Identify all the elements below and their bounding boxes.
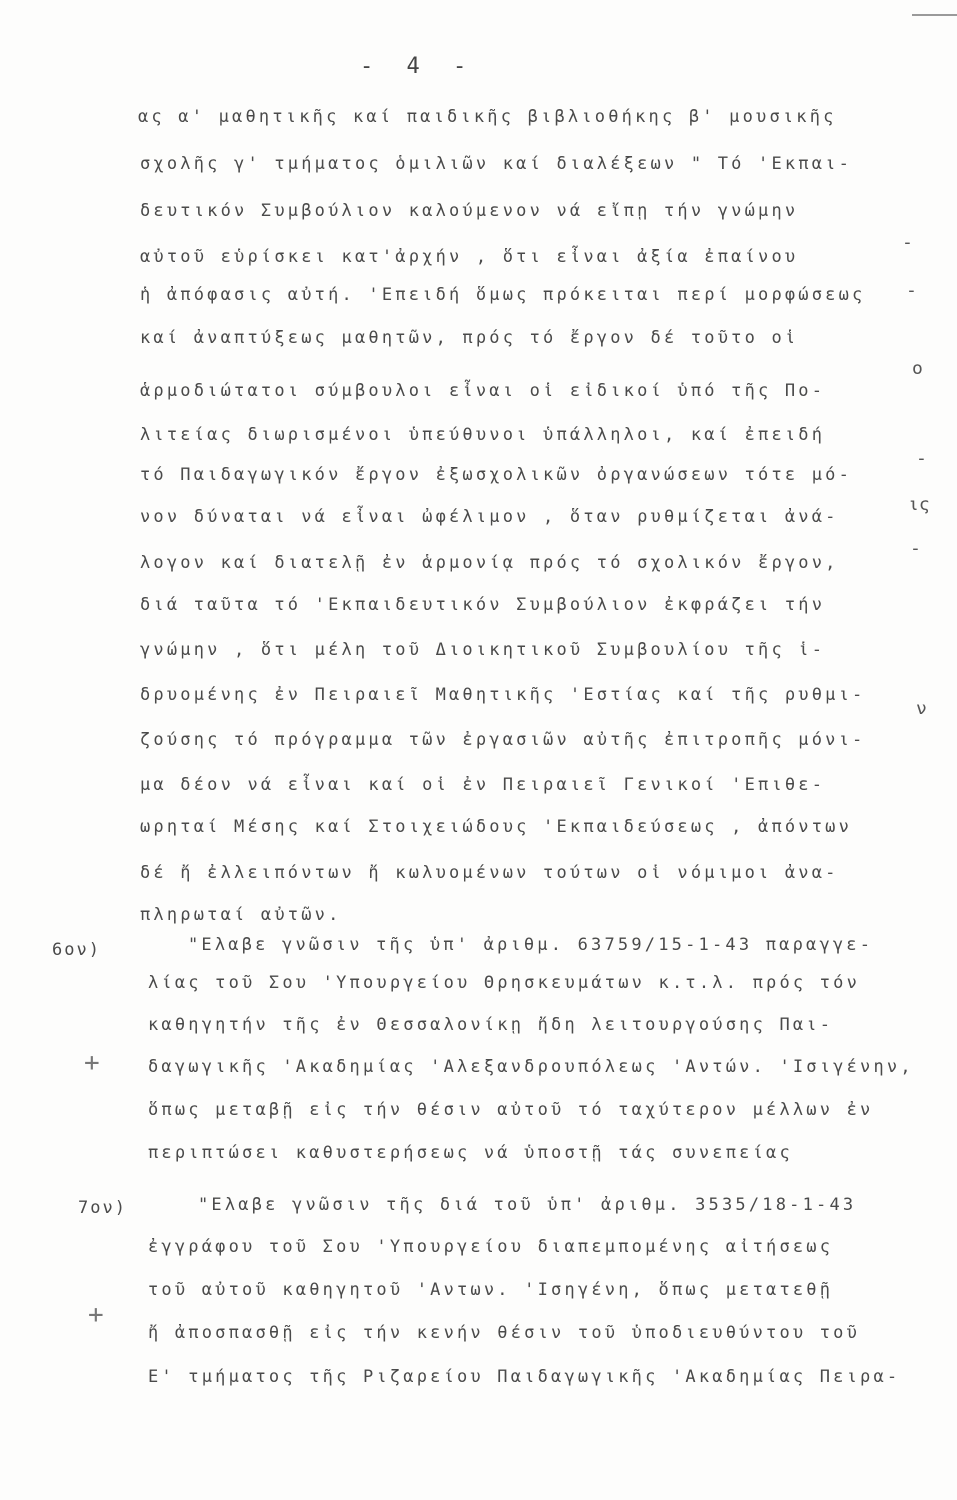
- text-line: νον δύναται νά εἶναι ὠφέλιμον , ὅταν ρυθμίζεται ἀνά-: [140, 507, 839, 527]
- page-edge: [912, 0, 957, 16]
- text-line: ἐγγράφου τοῦ Σου 'Υπουργείου διαπεμπομένης αἰτήσεως: [148, 1237, 834, 1257]
- text-line: ἁρμοδιώτατοι σύμβουλοι εἶναι οἱ εἰδικοί ὑπό τῆς Πο-: [140, 381, 826, 401]
- cross-mark: +: [84, 1048, 100, 1078]
- text-line: δρυομένης ἐν Πειραιεῖ Μαθητικῆς 'Εστίας καί τῆς ρυθμι-: [140, 685, 866, 705]
- text-line: καί ἀναπτύξεως μαθητῶν, πρός τό ἔργον δέ τοῦτο οἱ: [140, 328, 799, 348]
- text-line: γνώμην , ὅτι μέλη τοῦ Διοικητικοῦ Συμβουλίου τῆς ἱ-: [140, 640, 826, 660]
- margin-note: -: [910, 538, 921, 559]
- margin-note: -: [902, 232, 913, 253]
- text-line: ὅπως μεταβῇ εἰς τήν θέσιν αὐτοῦ τό ταχύτερον μέλλων ἐν: [148, 1100, 874, 1120]
- margin-note: ις: [908, 494, 930, 515]
- text-line: αὐτοῦ εὑρίσκει κατ'ἀρχήν , ὅτι εἶναι ἀξία ἐπαίνου: [140, 247, 799, 267]
- text-line: πληρωταί αὐτῶν.: [140, 905, 342, 925]
- text-line: ἡ ἀπόφασις αὐτή. 'Επειδή ὅμως πρόκειται περί μορφώσεως: [140, 285, 866, 305]
- text-line: δαγωγικῆς 'Ακαδημίας 'Αλεξανδρουπόλεως 'Αντών. 'Ισιγένην,: [148, 1057, 914, 1077]
- text-line: μα δέον νά εἶναι καί οἱ ἐν Πειραιεῖ Γενικοί 'Επιθε-: [140, 775, 826, 795]
- text-line: λίας τοῦ Σου 'Υπουργείου Θρησκευμάτων κ.τ.λ. πρός τόν: [148, 973, 861, 993]
- text-line: καθηγητήν τῆς ἐν Θεσσαλονίκῃ ἤδη λειτουργούσης Παι-: [148, 1015, 834, 1035]
- text-line: ζούσης τό πρόγραμμα τῶν ἐργασιῶν αὐτῆς ἐπιτροπῆς μόνι-: [140, 730, 866, 750]
- text-line: δευτικόν Συμβούλιον καλούμενον νά εἴπῃ τήν γνώμην: [140, 201, 799, 221]
- text-line: σχολῆς γ' τμήματος ὁμιλιῶν καί διαλέξεων " Τό 'Εκπαι-: [140, 154, 853, 174]
- text-line: δέ ἤ ἐλλειπόντων ἤ κωλυομένων τούτων οἱ νόμιμοι ἀνα-: [140, 863, 839, 883]
- item-number: 6ον): [52, 940, 101, 960]
- page-number: - 4 -: [360, 54, 477, 79]
- margin-note: ο: [912, 358, 923, 379]
- text-line: περιπτώσει καθυστερήσεως νά ὑποστῇ τάς συνεπείας: [148, 1143, 793, 1163]
- item-number: 7ον): [78, 1198, 127, 1218]
- margin-note: ν: [916, 698, 927, 719]
- text-line: τοῦ αὐτοῦ καθηγητοῦ 'Αντων. 'Ισηγένη, ὅπως μετατεθῇ: [148, 1280, 834, 1300]
- margin-note: -: [906, 280, 917, 301]
- text-line: λογον καί διατελῇ ἐν ἁρμονίᾳ πρός τό σχολικόν ἔργον,: [140, 553, 839, 573]
- text-line: Ε' τμήματος τῆς Ριζαρείου Παιδαγωγικῆς 'Ακαδημίας Πειρα-: [148, 1367, 901, 1387]
- text-line: τό Παιδαγωγικόν ἔργον ἐξωσχολικῶν ὀργανώσεων τότε μό-: [140, 465, 853, 485]
- cross-mark: +: [88, 1300, 104, 1330]
- text-line: "Ελαβε γνῶσιν τῆς ὑπ' ἀριθμ. 63759/15-1-43 παραγγε-: [188, 935, 874, 955]
- margin-note: -: [916, 448, 927, 469]
- text-line: ἤ ἀποσπασθῇ εἰς τήν κενήν θέσιν τοῦ ὑποδιευθύντου τοῦ: [148, 1323, 861, 1343]
- text-line: λιτείας διωρισμένοι ὑπεύθυνοι ὑπάλληλοι, καί ἐπειδή: [140, 425, 826, 445]
- text-line: "Ελαβε γνῶσιν τῆς διά τοῦ ὑπ' ἀριθμ. 3535/18-1-43: [198, 1195, 857, 1215]
- text-line: ας α' μαθητικῆς καί παιδικῆς βιβλιοθήκης β' μουσικῆς: [138, 107, 837, 127]
- text-line: ωρηταί Μέσης καί Στοιχειώδους 'Εκπαιδεύσεως , ἀπόντων: [140, 817, 853, 837]
- text-line: διά ταῦτα τό 'Εκπαιδευτικόν Συμβούλιον ἐκφράζει τήν: [140, 595, 826, 615]
